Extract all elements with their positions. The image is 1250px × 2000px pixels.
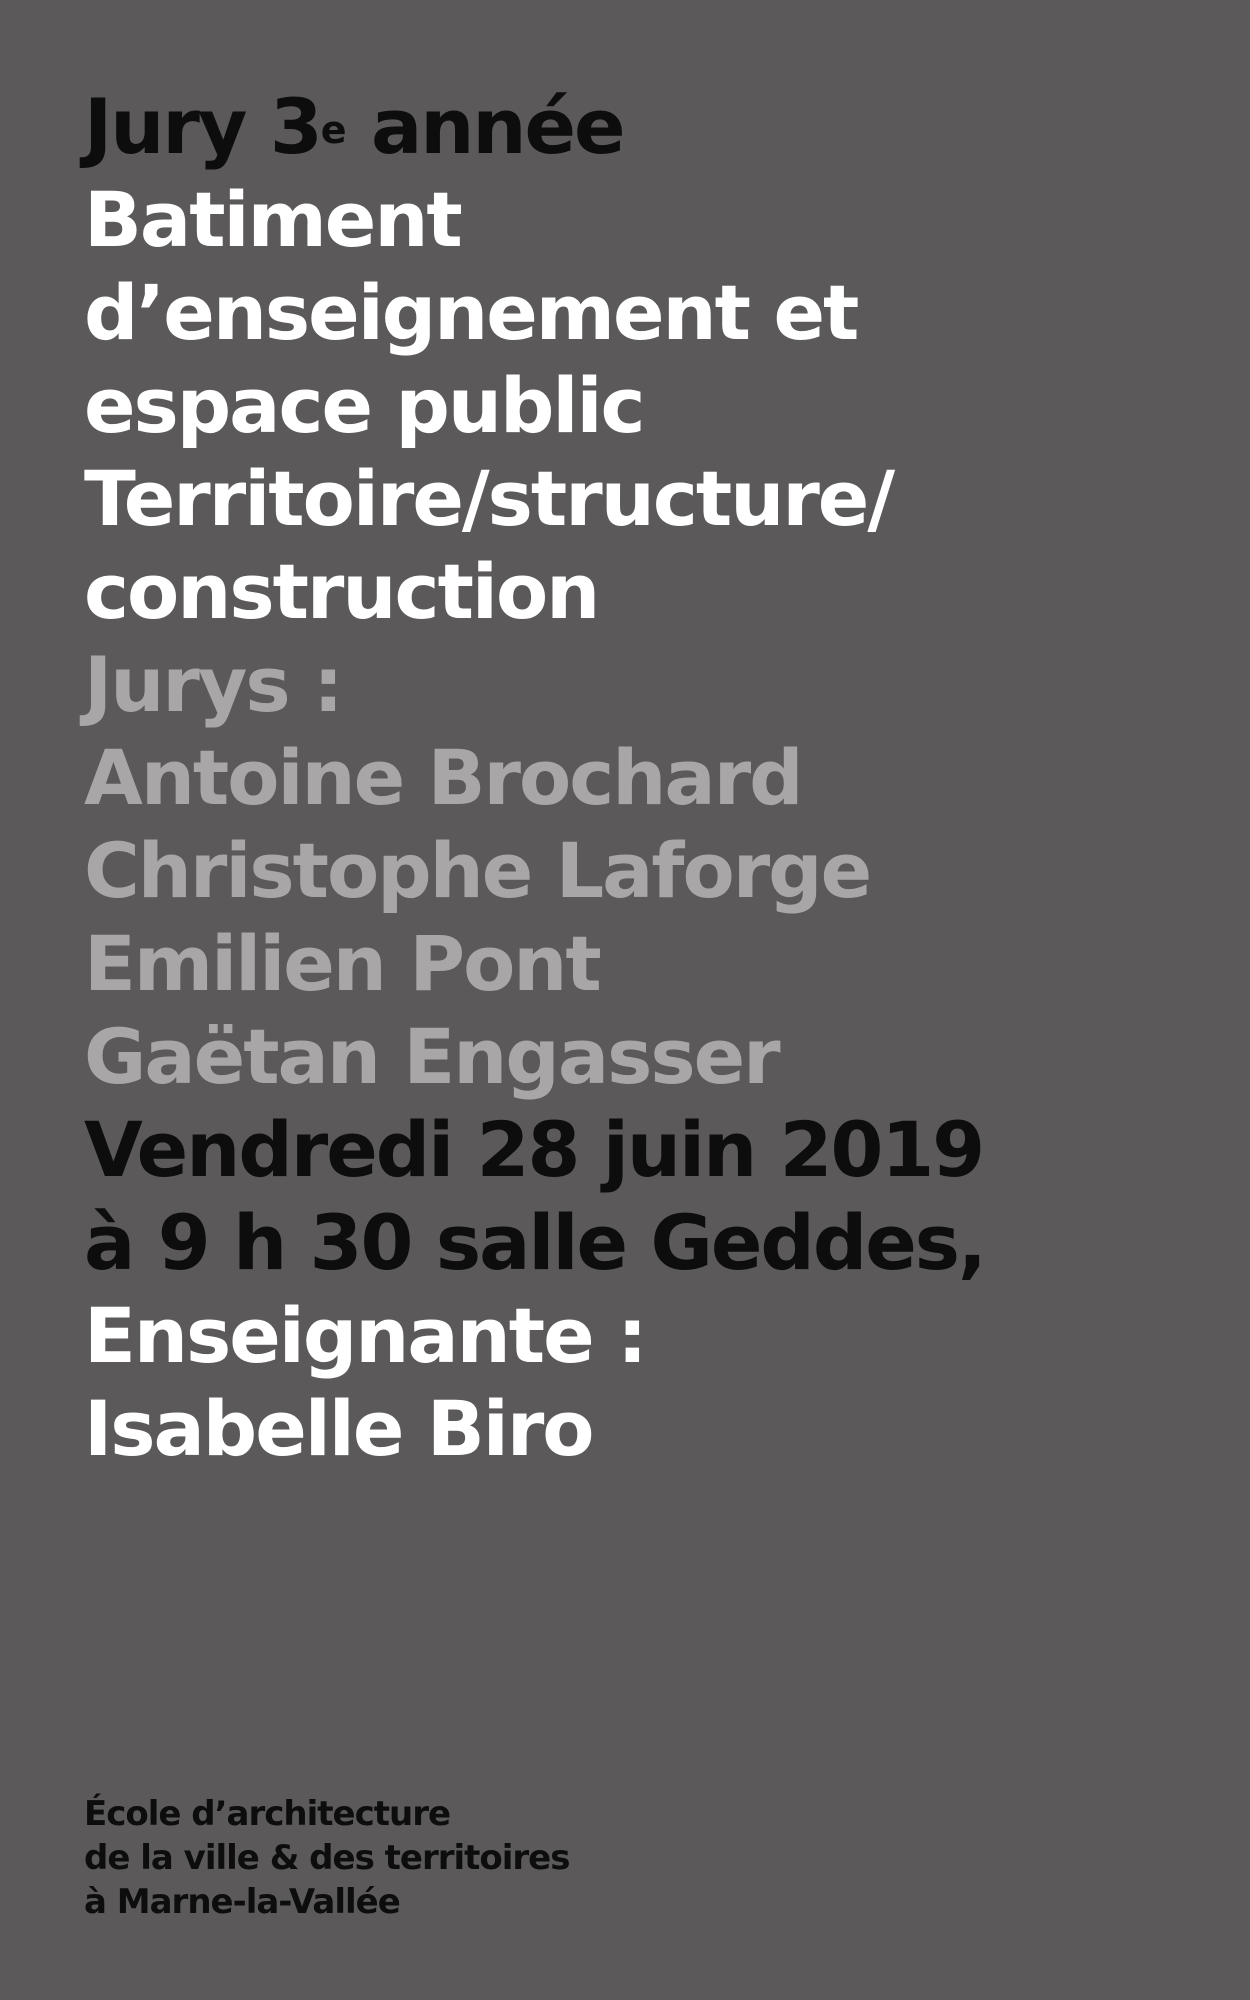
- ordinal-superscript: e: [320, 108, 347, 152]
- title-line: espace public: [84, 361, 644, 450]
- school-footer: [84, 1792, 569, 1924]
- jury-heading-suffix: année: [346, 82, 624, 171]
- title-line: d’enseignement et: [84, 268, 858, 357]
- jury-member: Emilien Pont: [84, 919, 600, 1008]
- jury-heading: [84, 80, 1204, 173]
- jury-label: Jurys :: [84, 640, 342, 729]
- teacher-label: Enseignante :: [84, 1291, 646, 1380]
- teacher-name: Isabelle Biro: [84, 1384, 593, 1473]
- schedule-date: Vendredi 28 juin 2019: [84, 1105, 984, 1194]
- jury-list: [84, 638, 1204, 1103]
- school-name-line: École d’architecture: [84, 1794, 451, 1834]
- poster-text: [84, 80, 1204, 1475]
- school-name-line: à Marne-la-Vallée: [84, 1882, 400, 1922]
- title-line: Territoire/structure/: [84, 454, 894, 543]
- jury-member: Antoine Brochard: [84, 733, 802, 822]
- teacher-block: [84, 1289, 1204, 1475]
- title-line: construction: [84, 547, 599, 636]
- project-title: [84, 173, 1204, 638]
- schedule-time-room: à 9 h 30 salle Geddes,: [84, 1198, 985, 1287]
- jury-heading-prefix: Jury 3: [84, 82, 321, 171]
- jury-member: Gaëtan Engasser: [84, 1012, 779, 1101]
- event-schedule: [84, 1103, 1204, 1289]
- school-name-line: de la ville & des territoires: [84, 1838, 570, 1878]
- jury-member: Christophe Laforge: [84, 826, 871, 915]
- title-line: Batiment: [84, 175, 461, 264]
